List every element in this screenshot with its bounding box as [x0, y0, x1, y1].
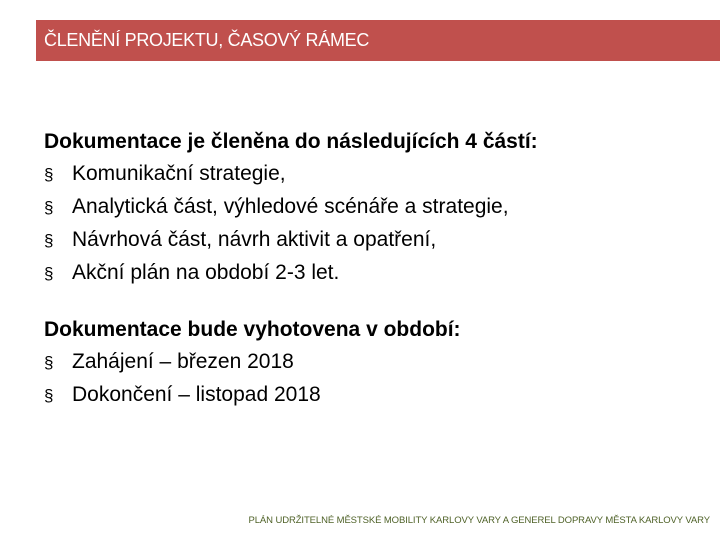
section-parts [44, 126, 704, 290]
bullet-icon: § [44, 264, 54, 283]
list-item-text: Návrhová část, návrh aktivit a opatření, [72, 228, 437, 251]
bullet-list [44, 346, 704, 412]
bullet-icon: § [44, 198, 54, 217]
list-item [44, 191, 704, 224]
section-heading: Dokumentace je členěna do následujících 4 částí: [44, 130, 538, 153]
section-timeline [44, 314, 704, 412]
list-item-text: Zahájení – březen 2018 [72, 350, 294, 373]
section-heading: Dokumentace bude vyhotovena v období: [44, 318, 461, 341]
list-item [44, 224, 704, 257]
slide-content [44, 126, 704, 412]
list-item-text: Dokončení – listopad 2018 [72, 383, 321, 406]
list-item [44, 346, 704, 379]
footer-text: PLÁN UDRŽITELNÉ MĚSTSKÉ MOBILITY KARLOVY VARY A GENEREL DOPRAVY MĚSTA KARLOVY VARY [248, 515, 710, 526]
slide-title: ČLENĚNÍ PROJEKTU, ČASOVÝ RÁMEC [44, 30, 370, 50]
list-item-text: Analytická část, výhledové scénáře a strategie, [72, 195, 509, 218]
bullet-icon: § [44, 231, 54, 250]
list-item [44, 158, 704, 191]
bullet-icon: § [44, 386, 54, 405]
list-item-text: Komunikační strategie, [72, 162, 286, 185]
list-item [44, 257, 704, 290]
bullet-icon: § [44, 165, 54, 184]
bullet-list [44, 158, 704, 290]
bullet-icon: § [44, 353, 54, 372]
title-bar [36, 20, 720, 61]
list-item-text: Akční plán na období 2-3 let. [72, 261, 340, 284]
list-item [44, 379, 704, 412]
